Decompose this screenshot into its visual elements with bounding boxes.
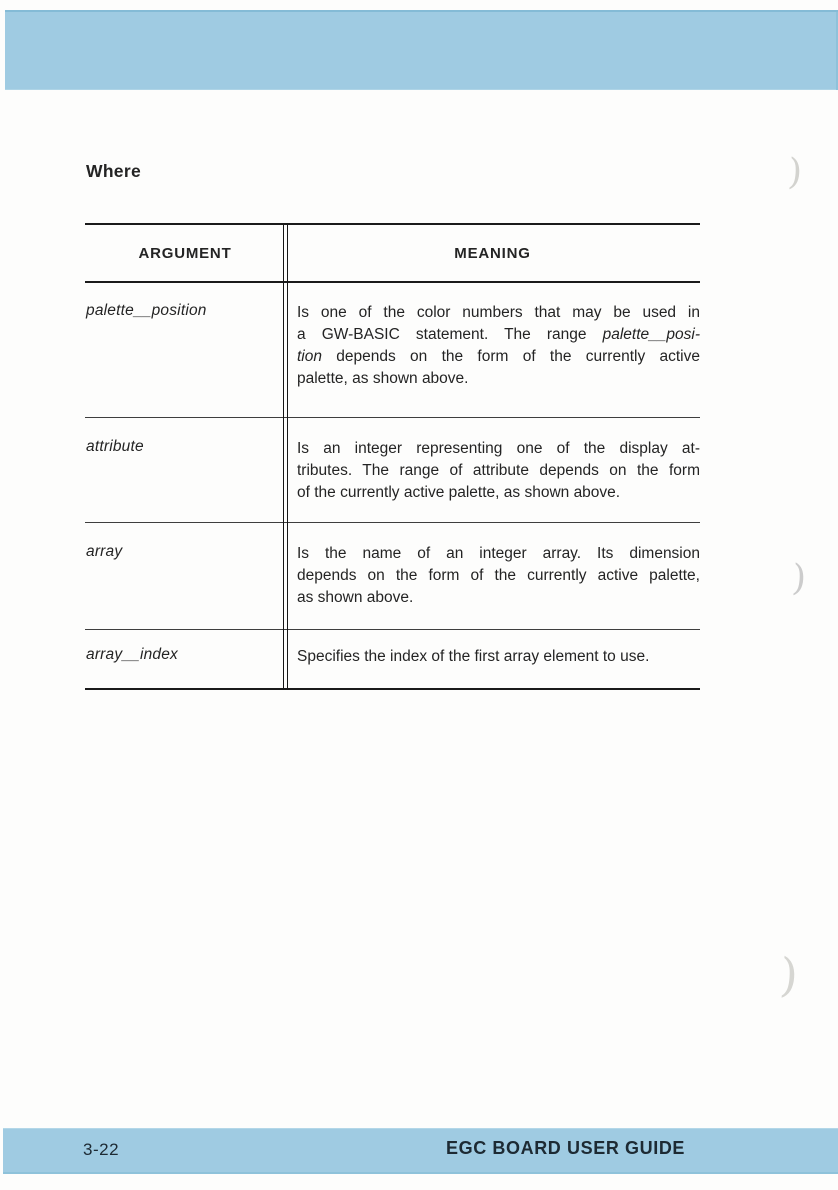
scan-artifact: ) [786, 151, 804, 194]
meaning-cell: Is one of the color numbers that may be used in a GW-BASIC statement. The range palette__posi- tion depends on the form of the currently active palette, as shown above. [297, 304, 700, 387]
meaning-cell: Is an integer representing one of the display at- tributes. The range of attribute depends on the form of the currently active palette, as shown above. [297, 440, 700, 501]
table-row [85, 283, 700, 417]
scan-artifact: ) [778, 947, 800, 1003]
page-heading: Where [86, 161, 141, 181]
meaning-cell: Is the name of an integer array. Its dimension depends on the form of the currently active palette, as shown above. [297, 545, 700, 606]
footer-band [3, 1128, 838, 1174]
double-vertical-rule [283, 225, 288, 688]
table-row [85, 417, 700, 522]
argument-cell: palette__position [86, 302, 207, 319]
table-body [85, 283, 700, 687]
page-number: 3-22 [83, 1140, 120, 1159]
table-row [85, 629, 700, 687]
argument-cell: array [86, 543, 123, 560]
column-header-meaning: MEANING [454, 244, 531, 262]
header-band [5, 10, 838, 90]
argument-table [85, 223, 700, 690]
table-header-row [85, 225, 700, 283]
scan-artifact: ) [790, 557, 808, 600]
book-title: EGC BOARD USER GUIDE [446, 1138, 686, 1158]
meaning-cell: Specifies the index of the first array element to use. [297, 648, 650, 665]
column-header-argument: ARGUMENT [138, 244, 232, 262]
table-row [85, 522, 700, 629]
argument-cell: attribute [86, 438, 144, 455]
argument-cell: array__index [86, 646, 179, 663]
